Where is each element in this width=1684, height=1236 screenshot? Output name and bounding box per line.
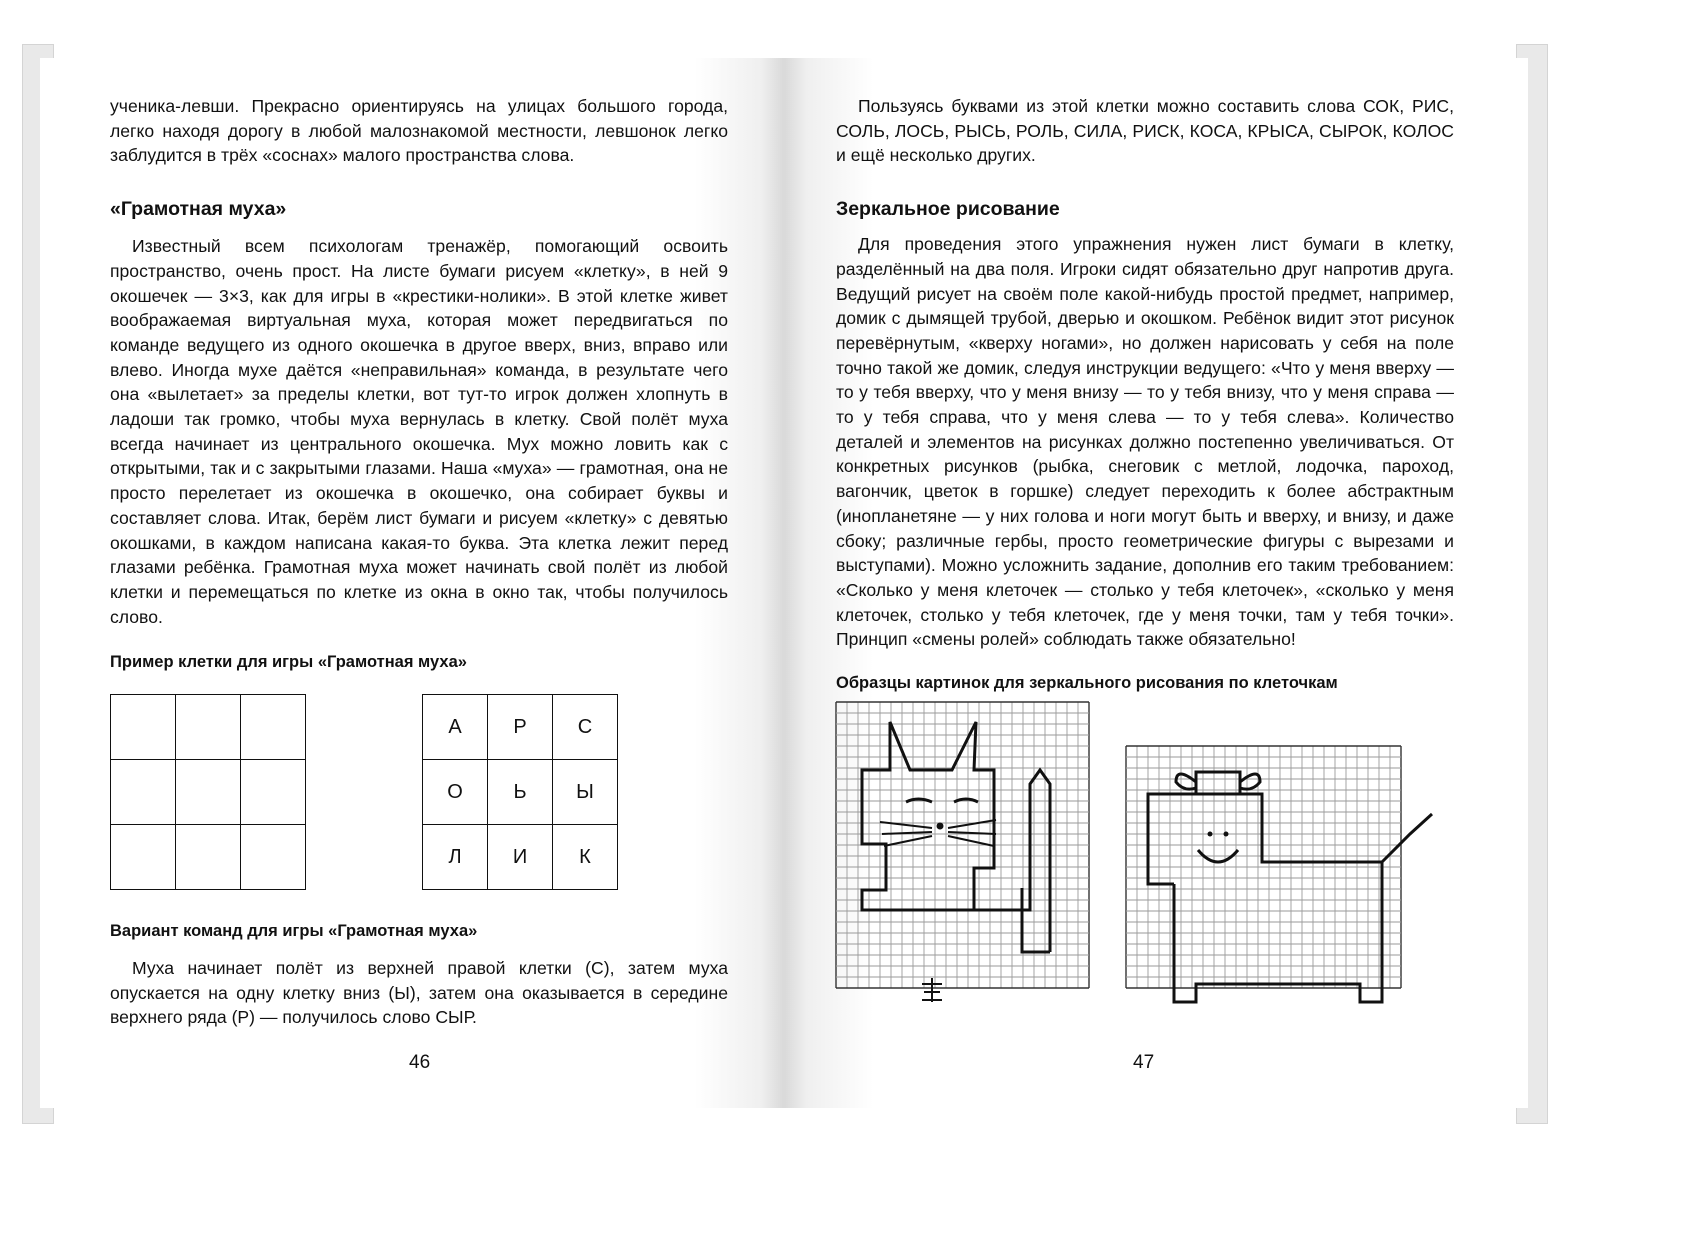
section-title-mirror-drawing: Зеркальное рисование [836,198,1060,221]
empty-cell [241,760,306,825]
section-title-gramotnaya-mukha: «Грамотная муха» [110,198,287,221]
page-number-right: 47 [1133,1052,1155,1073]
empty-cell [176,825,241,890]
right-page-content [836,94,1454,694]
letter-cell: О [423,760,488,825]
left-page-lower-content [110,920,728,1030]
empty-grid [110,694,306,890]
paragraph-mirror-drawing: Для проведения этого упражнения нужен лист бумаги в клетку, разделённый на два поля. Игроки сидят обязательно друг напротив друга. Ведущий рисует на своём поле какой-нибудь простой предмет, например, домик с дымящей трубой, дверью и окошком. Ребёнок видит этот рисунок перевёрнутым, «кверху ногами», но должен нарисовать у себя на поле точно такой же домик, следуя инструкции ведущего: «Что у меня вверху — то у тебя вверху, что у меня внизу — то у тебя внизу, что у меня справа — то у тебя справа, что у меня слева — то у тебя слева». Количество деталей и элементов на рисунках должно постепенно увеличиваться. От конкретных рисунков (рыбка, снеговик с метлой, лодочка, пароход, вагончик, цветок в горшке) следует переходить к более абстрактным (инопланетяне — у них голова и ноги могут быть и вверху, и внизу, и даже сбоку; различные гербы, просто геометрические фигуры с вырезами и выступами). Можно усложнить задание, дополнив его таким требованием: «Сколько у меня клеточек — столько у тебя клеточек», «сколько у меня клеточек, столько у тебя клеточек, где у меня точки, там у тебя точки». Принцип «смены ролей» соблюдать также обязательно! [836,234,1454,650]
paragraph-intro: ученика-левши. Прекрасно ориентируясь на улицах большого города, легко находя дорогу в любой малознакомой местности, левшонок легко заблудится в трёх «соснах» малого пространства слова. [110,96,728,166]
empty-cell [111,825,176,890]
example-grid-title: Пример клетки для игры «Грамотная муха» [110,653,467,672]
empty-cell [111,695,176,760]
letter-grid [422,694,618,890]
empty-cell [241,695,306,760]
commands-title: Вариант команд для игры «Грамотная муха» [110,922,478,940]
letter-cell: Ь [488,760,553,825]
paragraph-commands: Муха начинает полёт из верхней правой клетки (С), затем муха опускается на одну клетку вниз (Ы), затем она оказывается в середине верхнего ряда (Р) — получилось слово СЫР. [110,958,728,1028]
letter-cell: Л [423,825,488,890]
letter-cell: И [488,825,553,890]
letter-cell: Ы [553,760,618,825]
empty-cell [176,695,241,760]
letter-cell: С [553,695,618,760]
empty-cell [111,760,176,825]
empty-cell [176,760,241,825]
samples-title: Образцы картинок для зеркального рисования по клеточкам [836,674,1338,693]
left-page-content [110,94,728,673]
page-number-left: 46 [409,1052,431,1073]
paragraph-gramotnaya-mukha: Известный всем психологам тренажёр, помогающий освоить пространство, очень прост. На листе бумаги рисуем «клетку», в ней 9 окошечек — 3×3, как для игры в «крестики-нолики». В этой клетке живет воображаемая виртуальная муха, которая может передвигаться по команде ведущего из одного окошечка в другое вверх, вниз, вправо или влево. Иногда мухе даётся «неправильная» команда, в результате чего она «вылетает» за пределы клетки, вот тут-то игрок должен хлопнуть в ладоши так громко, чтобы муха вернулась в клетку. Свой полёт муха всегда начинает из центрального окошечка. Мух можно ловить как с открытыми, так и с закрытыми глазами. Наша «муха» — грамотная, она не просто перелетает из окошечка в окошечко, она собирает буквы и составляет слова. Итак, берём лист бумаги и рисуем «клетку» с девятью окошками, в каждом написана какая-то буква. Эта клетка лежит перед глазами ребёнка. Грамотная муха может начинать свой полёт из любой клетки и перемещаться по клетке из окна в окно так, чтобы получилось слово. [110,236,728,627]
right-page [784,58,1528,1108]
letter-cell: А [423,695,488,760]
empty-cell [241,825,306,890]
letter-cell: К [553,825,618,890]
letter-cell: Р [488,695,553,760]
left-page [40,58,784,1108]
paragraph-words: Пользуясь буквами из этой клетки можно составить слова СОК, РИС, СОЛЬ, ЛОСЬ, РЫСЬ, РОЛЬ, СИЛА, РИСК, КОСА, КРЫСА, СЫРОК, КОЛОС и ещё несколько других. [836,96,1454,166]
